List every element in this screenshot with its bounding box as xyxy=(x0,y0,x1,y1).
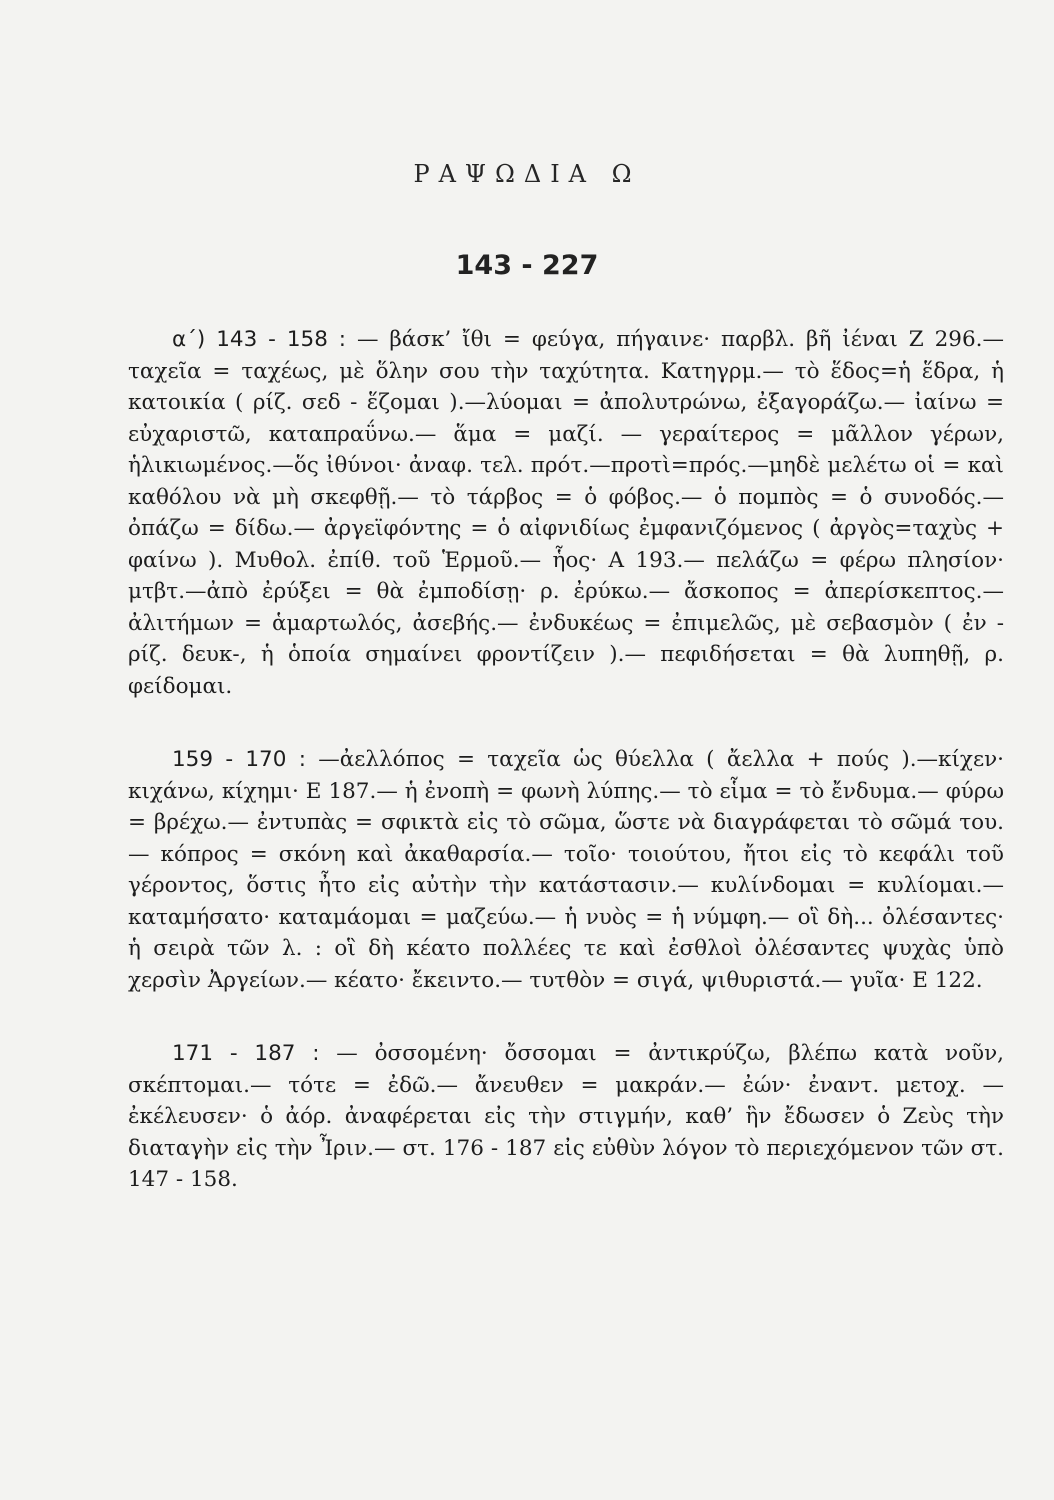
section-range: α΄) 143 - 158 : xyxy=(172,327,347,352)
section-paragraph xyxy=(128,744,1004,996)
verse-range: 143 - 227 xyxy=(455,250,599,281)
section-text: — βάσκ’ ἴθι = φεύγα, πήγαινε· παρβλ. βῆ ἰέναι Ζ 296.— ταχεῖα = ταχέως, μὲ ὅλην σου τὴν ταχύτητα. Κατηγρμ.— τὸ ἕδος=ἡ ἕδρα, ἡ κατοικία ( ρίζ. σεδ - ἕζομαι ).—λύομαι = ἀπολυτρώνω, ἐξαγοράζω.— ἰαίνω = εὐχαριστῶ, καταπραΰνω.— ἅμα = μαζί. — γεραίτερος = μᾶλλον γέρων, ἡλικιωμένος.—ὅς ἰθύνοι· ἀναφ. τελ. πρότ.—προτὶ=πρός.—μηδὲ μελέτω οἱ = καὶ καθόλου νὰ μὴ σκεφθῇ.— τὸ τάρβος = ὁ φόβος.— ὁ πομπὸς = ὁ συνοδός.— ὀπάζω = δίδω.— ἀργεϊφόντης = ὁ αἰφνιδίως ἐμφανιζόμενος ( ἀργὸς=ταχὺς + φαίνω ). Μυθολ. ἐπίθ. τοῦ Ἑρμοῦ.— ἧος· Α 193.— πελάζω = φέρω πλησίον· μτβτ.—ἀπὸ ἐρύξει = θὰ ἐμποδίσῃ· ρ. ἐρύκω.— ἄσκοπος = ἀπερίσκεπτος.— ἀλιτήμων = ἁμαρτωλός, ἀσεβής.— ἐνδυκέως = ἐπιμελῶς, μὲ σεβασμὸν ( ἐν - ρίζ. δευκ-, ἡ ὁποία σημαίνει φροντίζειν ).— πεφιδήσεται = θὰ λυπηθῇ, ρ. φείδομαι. xyxy=(128,327,1004,699)
section-text: — ὀσσομένη· ὄσσομαι = ἀντικρύζω, βλέπω κατὰ νοῦν, σκέπτομαι.— τότε = ἐδῶ.— ἄνευθεν = μακράν.— ἐών· ἐναντ. μετοχ. — ἐκέλευσεν· ὁ ἀόρ. ἀναφέρεται εἰς τὴν στιγμήν, καθ’ ἣν ἔδωσεν ὁ Ζεὺς τὴν διαταγὴν εἰς τὴν Ἶριν.— στ. 176 - 187 εἰς εὐθὺν λόγον τὸ περιεχόμενον τῶν στ. 147 - 158. xyxy=(128,1041,1005,1192)
page-header: ΡΑΨΩΔΙΑ Ω xyxy=(413,160,641,188)
section-range: 171 - 187 : xyxy=(172,1041,320,1066)
commentary-body xyxy=(128,324,1004,1238)
section-range: 159 - 170 : xyxy=(172,747,306,772)
section-paragraph xyxy=(128,324,1004,702)
section-text: —ἀελλόπος = ταχεῖα ὡς θύελλα ( ἄελλα + πούς ).—κίχεν· κιχάνω, κίχημι· Ε 187.— ἡ ἐνοπὴ = φωνὴ λύπης.— τὸ εἷμα = τὸ ἔνδυμα.— φύρω = βρέχω.— ἐντυπὰς = σφικτὰ εἰς τὸ σῶμα, ὥστε νὰ διαγράφεται τὸ σῶμά του.— κόπρος = σκόνη καὶ ἀκαθαρσία.— τοῖο· τοιούτου, ἤτοι εἰς τὸ κεφάλι τοῦ γέροντος, ὅστις ἦτο εἰς αὐτὴν τὴν κατάστασιν.— κυλίνδομαι = κυλίομαι.— καταμήσατο· καταμάομαι = μαζεύω.— ἡ νυὸς = ἡ νύμφη.— οἳ δὴ... ὀλέσαντες· ἡ σειρὰ τῶν λ. : οἳ δὴ κέατο πολλέες τε καὶ ἐσθλοὶ ὀλέσαντες ψυχὰς ὑπὸ χερσὶν Ἀργείων.— κέατο· ἔκειντο.— τυτθὸν = σιγά, ψιθυριστά.— γυῖα· Ε 122. xyxy=(128,747,1004,993)
section-paragraph xyxy=(128,1038,1004,1196)
